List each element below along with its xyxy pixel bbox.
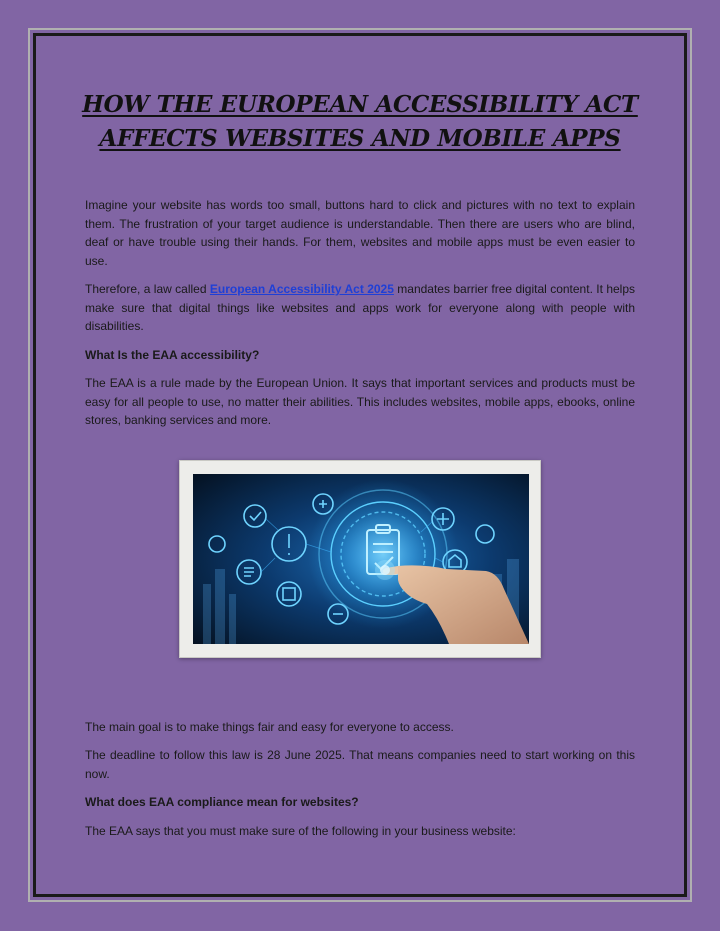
accessibility-illustration — [179, 460, 541, 658]
law-paragraph-end: mandates barrier free digital content. It helps make sure that digital things like websites and apps work for everyone along with people with disabilities. — [85, 282, 636, 333]
document-body — [85, 196, 635, 850]
eaa-link[interactable]: European Accessibility Act 2025 — [209, 282, 394, 296]
deadline-paragraph: The deadline to follow this law is 28 June 2025. That means companies need to start working on this now. — [85, 748, 635, 781]
intro-paragraph: Imagine your website has words too small, buttons hard to click and pictures with no text to explain them. The frustration of your target audience is understandable. Then there are users who are blind, deaf or have trouble using their hands. For them, websites and mobile apps must be even easier to use. — [85, 198, 635, 268]
section-heading-eaa: What Is the EAA accessibility? — [85, 347, 260, 362]
digital-compliance-image — [193, 474, 529, 644]
goal-paragraph: The main goal is to make things fair and easy for everyone to access. — [85, 719, 454, 734]
document-title: HOW THE EUROPEAN ACCESSIBILITY ACT AFFECTS WEBSITES AND MOBILE APPS — [82, 91, 638, 152]
spacer — [85, 658, 635, 718]
eaa-definition-paragraph: The EAA is a rule made by the European Union. It says that important services and products must be easy for all people to use, no matter their abilities. This includes websites, mobile apps, ebooks, online stores, banking services and more. — [85, 376, 635, 427]
section-heading-compliance: What does EAA compliance mean for websites? — [85, 795, 359, 809]
law-paragraph — [85, 280, 635, 336]
law-paragraph-start: Therefore, a law called — [85, 282, 210, 296]
requirements-intro-paragraph: The EAA says that you must make sure of the following in your business website: — [85, 823, 516, 838]
